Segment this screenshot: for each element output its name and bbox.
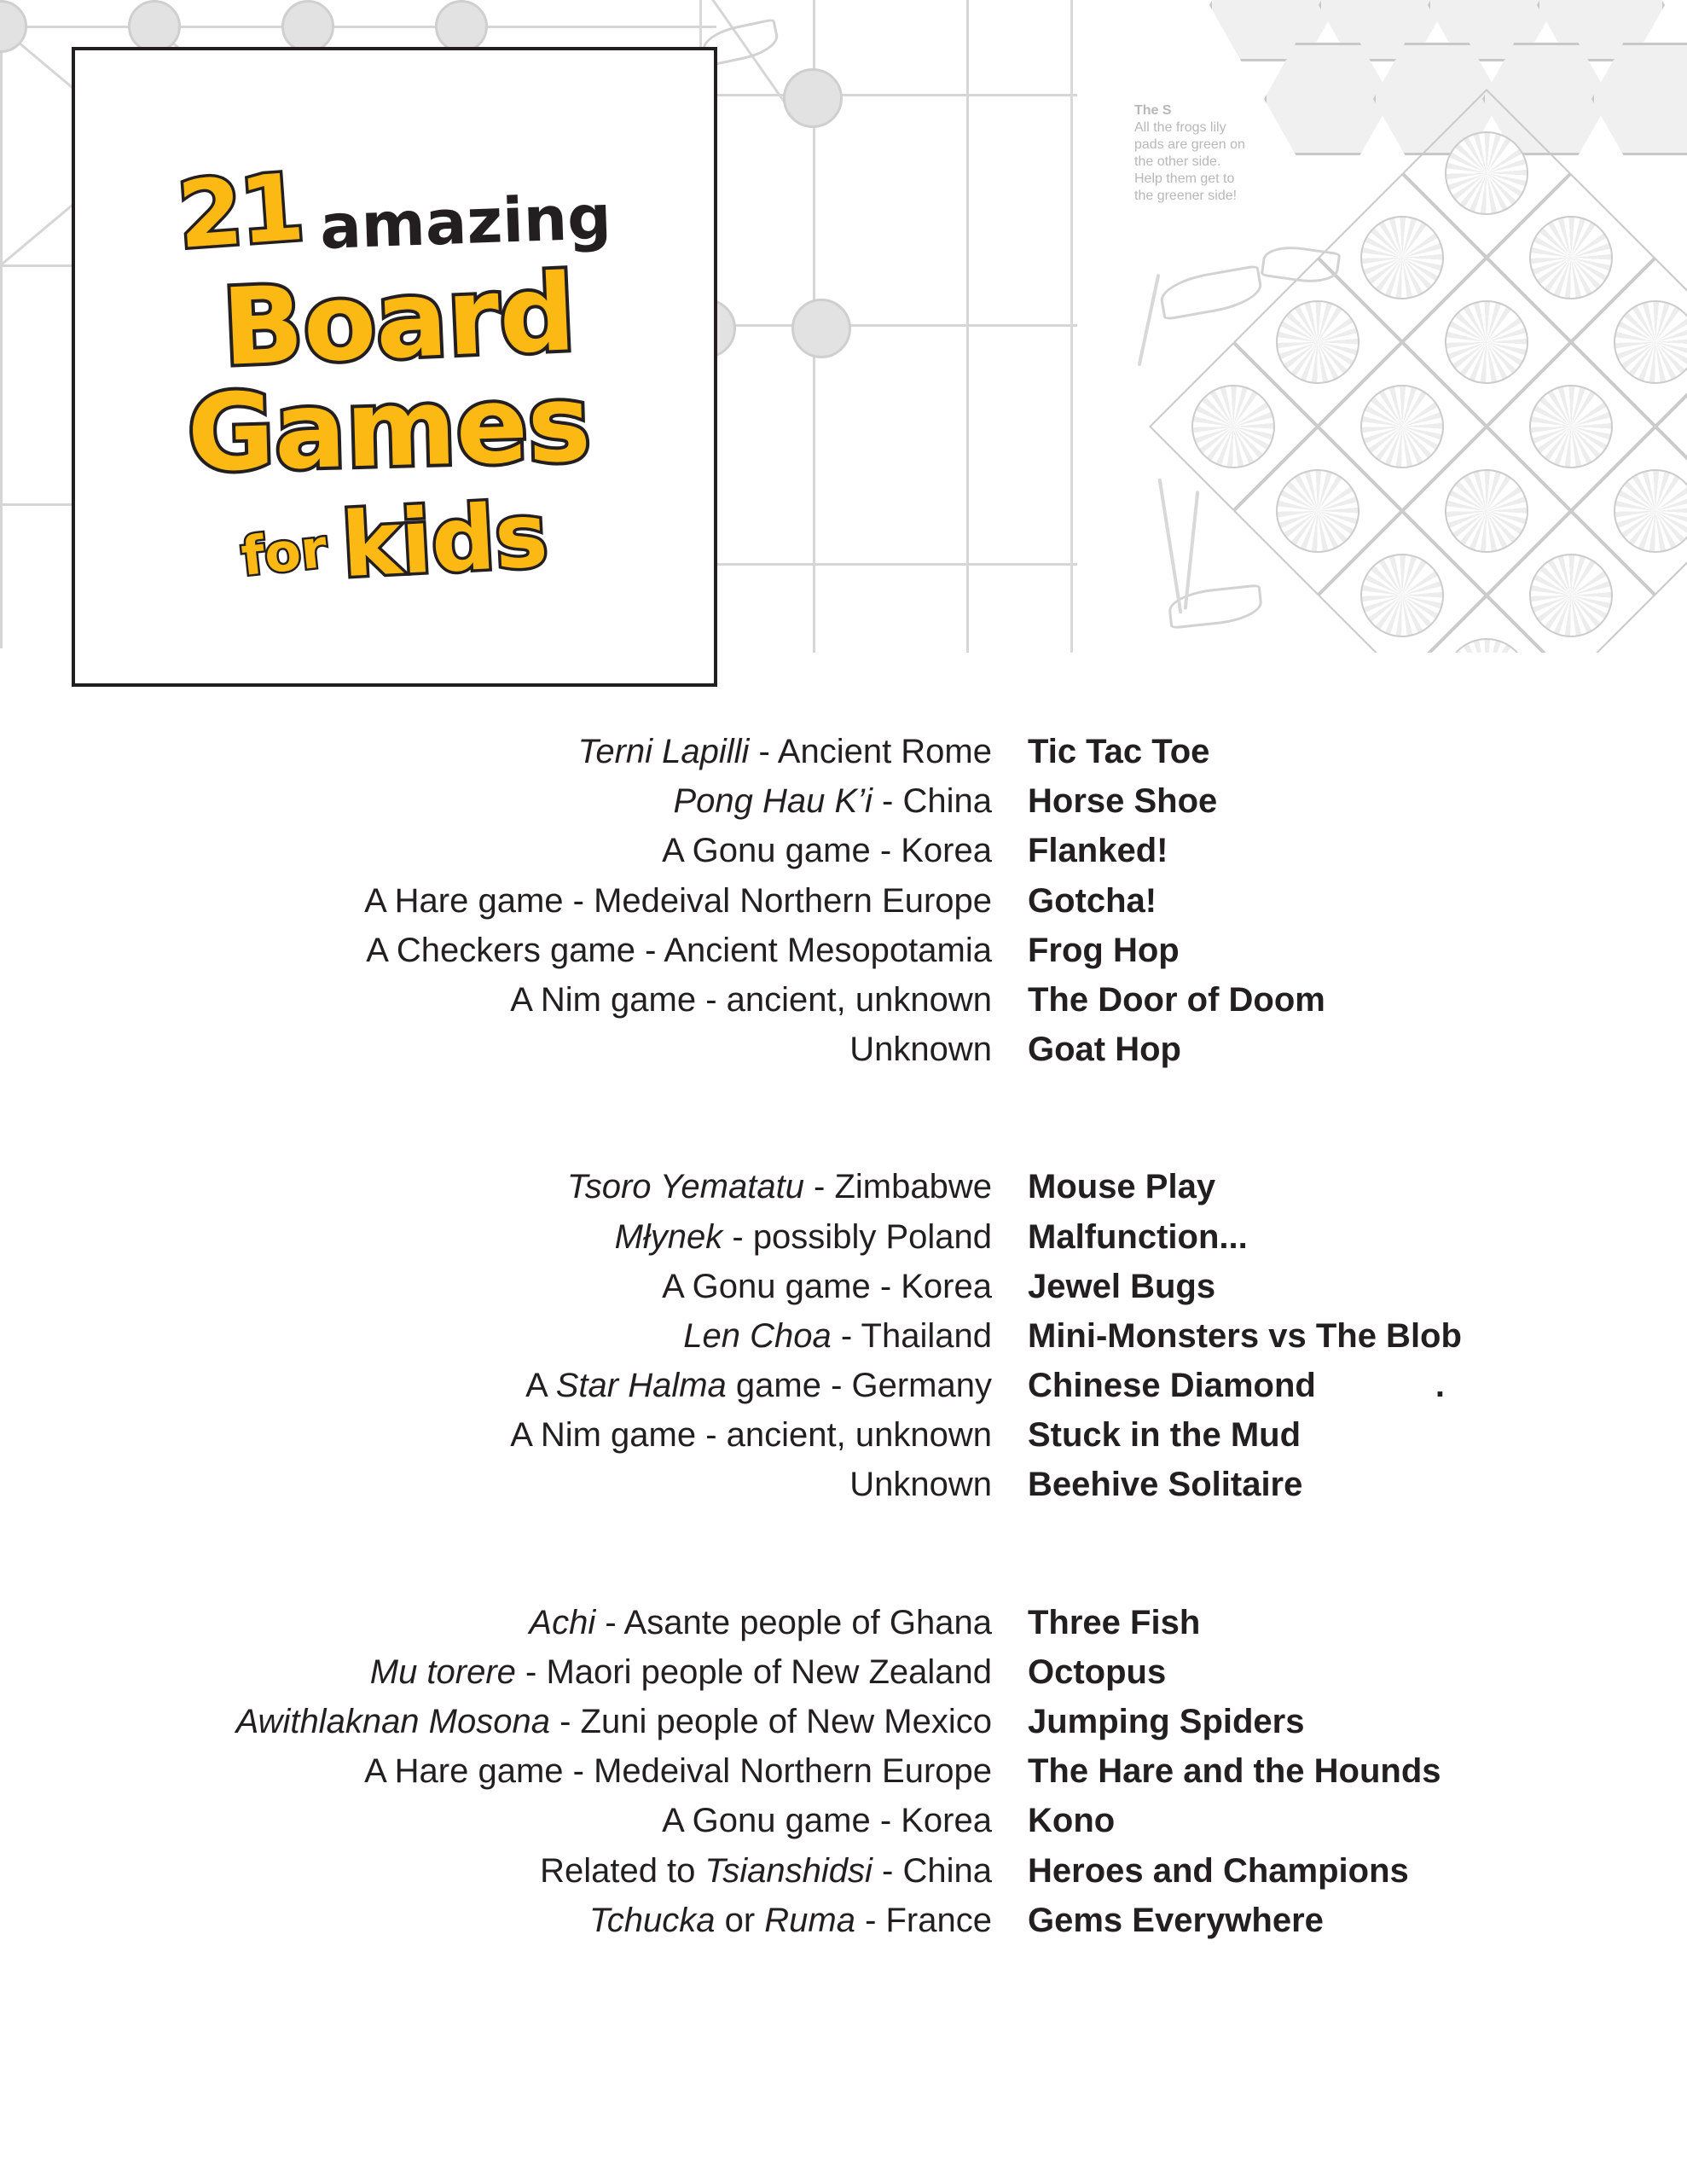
game-origin: A Nim game - ancient, unknown [510,980,992,1019]
game-title: The Door of Doom [1028,980,1325,1019]
game-origin: Unknown [849,1466,992,1504]
list-item [0,1417,1687,1454]
title-number: 21 [174,154,305,270]
list-item [0,1753,1687,1790]
game-title: Horse Shoe [1028,782,1218,821]
game-origin: Awithlaknan Mosona - Zuni people of New Mexico [235,1703,992,1740]
list-item [0,1467,1687,1503]
list-item [0,1169,1687,1205]
game-origin: A Gonu game - Korea [662,832,992,870]
game-title: Frog Hop [1028,931,1180,969]
game-title: Gems Everywhere [1028,1901,1324,1939]
game-title: Goat Hop [1028,1031,1181,1069]
game-origin: Unknown [849,1031,992,1069]
list-item [0,982,1687,1019]
list-item [0,1219,1687,1256]
title-card [72,47,717,687]
game-origin: A Nim game - ancient, unknown [510,1416,992,1455]
game-title: Gotcha! [1028,881,1157,920]
game-title: Tic Tac Toe [1028,733,1210,770]
game-origin: A Hare game - Medeival Northern Europe [364,1752,992,1791]
game-origin: Mu torere - Maori people of New Zealand [369,1653,992,1691]
list-item [0,1605,1687,1641]
list-item [0,734,1687,770]
title-board: Board [219,252,578,390]
game-origin: Tchucka or Ruma - France [588,1901,992,1939]
game-title: Beehive Solitaire [1028,1466,1303,1504]
title-games: Games [186,362,593,496]
list-item [0,1654,1687,1691]
list-item [0,1368,1687,1404]
contents-group [0,1169,1687,1503]
game-title: Chinese Diamond . [1028,1367,1445,1405]
game-title: Heroes and Champions [1028,1851,1409,1890]
title-for: for [238,516,330,589]
list-item [0,932,1687,969]
game-title: Flanked! [1028,832,1168,870]
game-origin: Terni Lapilli - Ancient Rome [577,733,992,770]
list-item [0,883,1687,920]
game-title: Mini-Monsters vs The Blob [1028,1316,1462,1355]
banner-blurb-title: The S [1134,103,1172,118]
list-item [0,1318,1687,1355]
list-item [0,1031,1687,1068]
game-origin: Młynek - possibly Poland [614,1217,992,1256]
list-item [0,1269,1687,1305]
title-amazing: amazing [318,181,612,263]
list-item [0,1853,1687,1890]
game-origin: Len Choa - Thailand [683,1316,992,1355]
game-title: Jumping Spiders [1028,1703,1305,1740]
game-title: Jewel Bugs [1028,1267,1216,1305]
game-title: Malfunction... [1028,1217,1248,1256]
game-origin: A Hare game - Medeival Northern Europe [364,881,992,920]
contents-group [0,1605,1687,1939]
game-origin: A Gonu game - Korea [662,1267,992,1305]
list-item [0,833,1687,869]
list-item [0,1902,1687,1939]
contents-group [0,734,1687,1068]
banner-blurb-text: All the frogs lily pads are green on the other side. Help them get to the greener side! [1134,120,1245,203]
game-origin: Pong Hau K’i - China [673,782,992,821]
game-origin: A Checkers game - Ancient Mesopotamia [366,931,992,969]
banner-blurb [1134,102,1245,205]
game-title: Three Fish [1028,1603,1201,1641]
board-art-right [1070,0,1687,653]
list-item [0,1704,1687,1740]
contents-list [0,734,1687,2040]
game-origin: Achi - Asante people of Ghana [529,1603,992,1641]
board-art-middle [699,0,1075,653]
game-title: Stuck in the Mud [1028,1416,1301,1455]
game-origin: Related to Tsianshidsi - China [540,1851,992,1890]
game-origin: Tsoro Yematatu - Zimbabwe [566,1168,992,1206]
game-title: Kono [1028,1802,1116,1840]
list-item [0,1803,1687,1839]
game-origin: A Star Halma game - Germany [525,1367,992,1405]
game-origin: A Gonu game - Korea [662,1802,992,1840]
list-item [0,783,1687,820]
game-title: Octopus [1028,1653,1167,1691]
game-title: The Hare and the Hounds [1028,1752,1441,1791]
title-kids: kids [339,482,551,598]
game-title: Mouse Play [1028,1168,1216,1206]
